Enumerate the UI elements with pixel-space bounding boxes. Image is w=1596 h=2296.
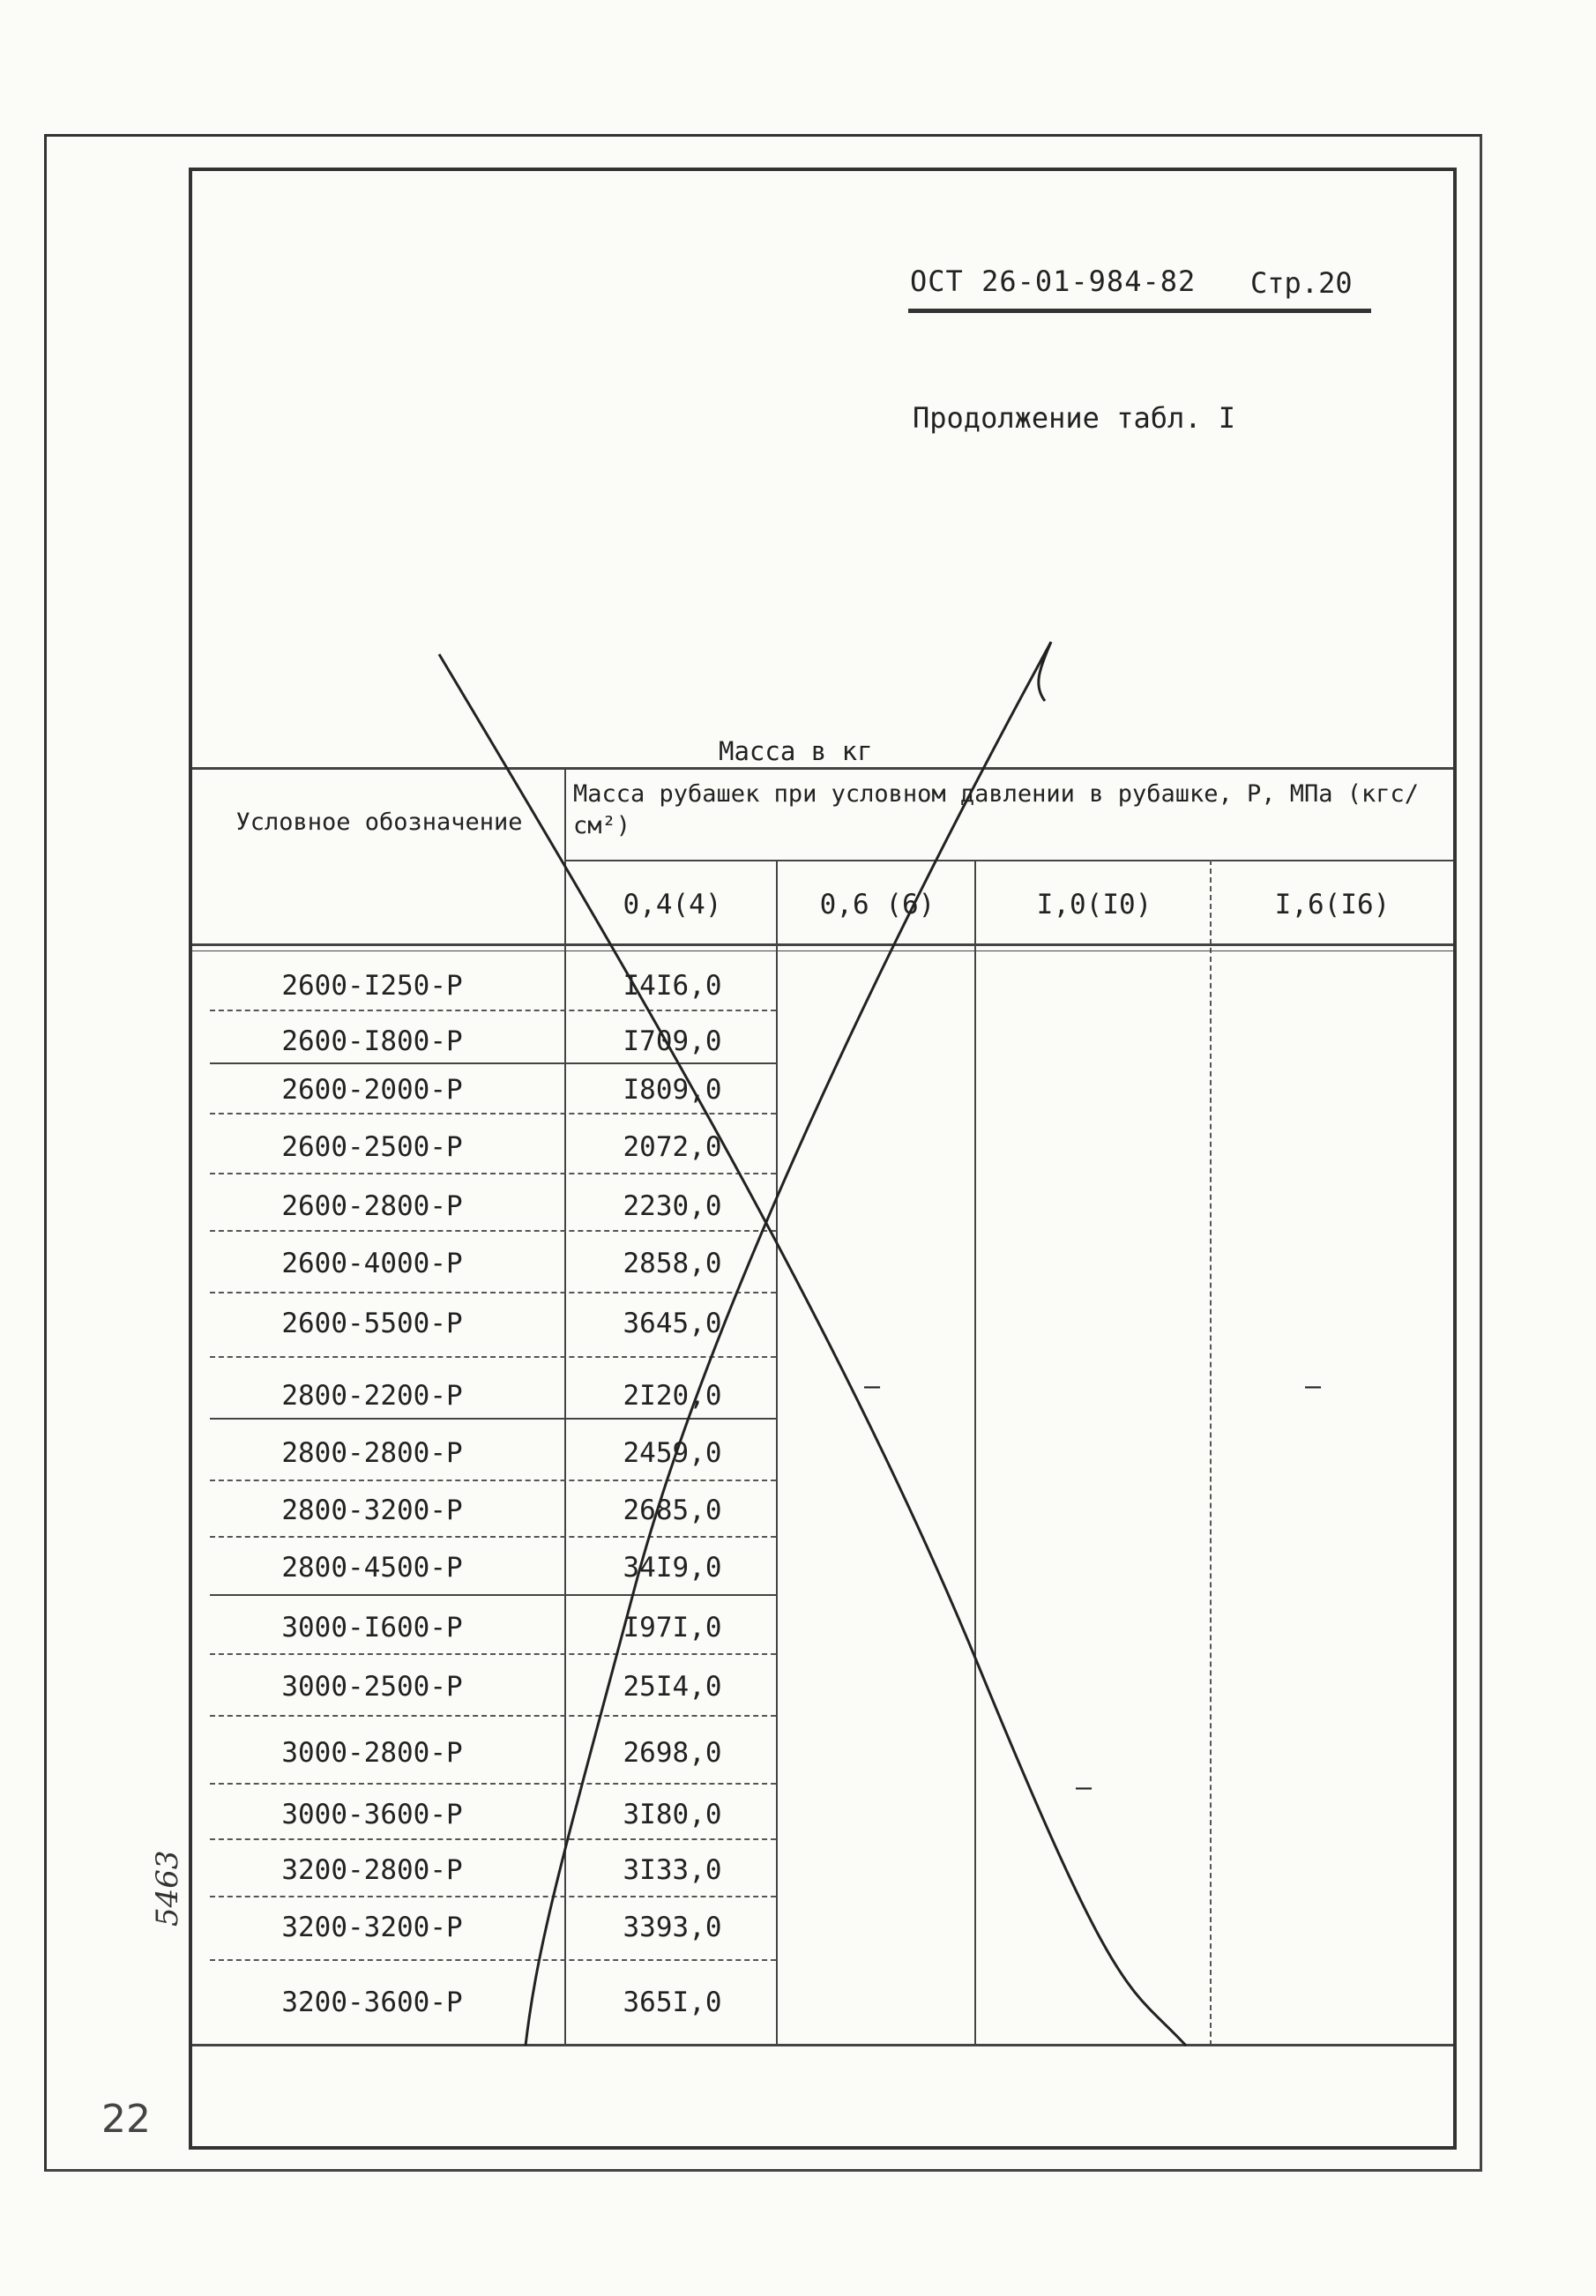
row-code-12: 3000-I600-P bbox=[281, 1612, 463, 1644]
dash-col-1.6: — bbox=[1305, 1371, 1322, 1402]
page-label: Стр.20 bbox=[1250, 266, 1353, 300]
row-mass-4: 2072,0 bbox=[623, 1131, 722, 1163]
row-code-4: 2600-2500-P bbox=[281, 1131, 463, 1163]
diagonal-cross-stroke-2 bbox=[526, 642, 1051, 2046]
row-mass-8: 2I20,0 bbox=[623, 1380, 722, 1412]
pressure-col-1.0: I,0(I0) bbox=[1036, 889, 1152, 921]
pressure-col-0.6: 0,6 (6) bbox=[819, 889, 936, 921]
row-code-9: 2800-2800-P bbox=[281, 1437, 463, 1469]
row-code-10: 2800-3200-P bbox=[281, 1495, 463, 1526]
side-number: 5463 bbox=[150, 1850, 185, 1927]
row-mass-18: 365I,0 bbox=[623, 1987, 722, 2018]
row-code-14: 3000-2800-P bbox=[281, 1737, 463, 1769]
row-code-18: 3200-3600-P bbox=[281, 1987, 463, 2018]
document-code: ОСТ 26-01-984-82 bbox=[910, 265, 1197, 298]
row-mass-10: 2685,0 bbox=[623, 1495, 722, 1526]
row-mass-2: I709,0 bbox=[623, 1025, 722, 1057]
row-code-8: 2800-2200-P bbox=[281, 1380, 463, 1412]
designation-header: Условное обозначение bbox=[235, 809, 523, 836]
row-code-3: 2600-2000-P bbox=[281, 1074, 463, 1106]
dash-col-1.0: — bbox=[1076, 1772, 1093, 1803]
row-mass-15: 3I80,0 bbox=[623, 1799, 722, 1830]
pressure-col-0.4: 0,4(4) bbox=[623, 889, 722, 921]
row-code-11: 2800-4500-P bbox=[281, 1552, 463, 1584]
row-code-7: 2600-5500-P bbox=[281, 1308, 463, 1339]
row-code-17: 3200-3200-P bbox=[281, 1912, 463, 1943]
row-mass-14: 2698,0 bbox=[623, 1737, 722, 1769]
row-mass-6: 2858,0 bbox=[623, 1248, 722, 1279]
pressure-group-header: Масса рубашек при условном давлении в рубашке, Р, МПа (кгс/см²) bbox=[573, 780, 1420, 839]
row-mass-12: I97I,0 bbox=[623, 1612, 722, 1644]
row-mass-3: I809,0 bbox=[623, 1074, 722, 1106]
row-mass-13: 25I4,0 bbox=[623, 1671, 722, 1703]
page-number: 22 bbox=[101, 2097, 151, 2142]
row-mass-16: 3I33,0 bbox=[623, 1854, 722, 1886]
row-mass-11: 34I9,0 bbox=[623, 1552, 722, 1584]
row-code-1: 2600-I250-P bbox=[281, 970, 463, 1002]
pressure-col-1.6: I,6(I6) bbox=[1274, 889, 1391, 921]
row-code-13: 3000-2500-P bbox=[281, 1671, 463, 1703]
row-code-2: 2600-I800-P bbox=[281, 1025, 463, 1057]
units-note: Масса в кг bbox=[719, 736, 873, 766]
row-mass-5: 2230,0 bbox=[623, 1190, 722, 1222]
dash-col-0.6: — bbox=[864, 1371, 881, 1402]
row-code-16: 3200-2800-P bbox=[281, 1854, 463, 1886]
row-mass-7: 3645,0 bbox=[623, 1308, 722, 1339]
row-mass-9: 2459,0 bbox=[623, 1437, 722, 1469]
row-mass-1: I4I6,0 bbox=[623, 970, 722, 1002]
row-code-15: 3000-3600-P bbox=[281, 1799, 463, 1830]
table-caption: Продолжение табл. I bbox=[913, 401, 1236, 435]
row-code-6: 2600-4000-P bbox=[281, 1248, 463, 1279]
row-code-5: 2600-2800-P bbox=[281, 1190, 463, 1222]
diagonal-cross-stroke-1 bbox=[439, 654, 1186, 2046]
row-mass-17: 3393,0 bbox=[623, 1912, 722, 1943]
